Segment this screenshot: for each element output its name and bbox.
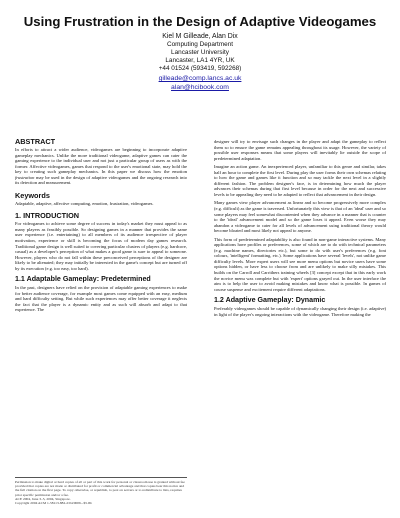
footnote-conference: ACE 2004, June 3–5, 2004, Singapore.	[15, 496, 71, 501]
paragraph: designer will try to envisage such changes in the player and adapt the gameplay to reflect them so to ensure the game remains appealing throughout its usage. However, the variety of possible user responses means that some players will inevitably lie outside the scope of predetermined adaptation.	[214, 139, 386, 161]
footnote-copyright: Copyright 2004 ACM 1-58113-882-2/04/0006...$5.00.	[15, 501, 93, 506]
abstract-heading: ABSTRACT	[15, 137, 56, 146]
email-link[interactable]: gilleade@comp.lancs.ac.uk	[158, 75, 242, 83]
section-1-1-text: In the past, designers have relied on the provision of adaptable gaming experiences to make for better audience coverage, for example most games come equipped with an easy, medium and hard difficulty setting. But while such experiences may offer better coverage it neglects the fact that the player is a dynamic entity and as such will absorb and adapt to that experience. The	[15, 285, 187, 313]
phone-line: +44 01524 (593419, 592268)	[158, 65, 242, 73]
paragraph: This form of predetermined adaptability is also found in non-game interactive systems. Many applications have profiles or preferences, some of which are to do with technical parameters (e.g. machine names, directories etc.), but some to do with user's preferences (e.g. font colours, 'intelligent' formatting, etc.). Some applications have several 'levels', not unlike game difficulty levels. More expert users will see more menu options but novice users have some options hidden, or have less to choose from and are unlikely to make silly mistakes. This builds on the Carroll and Carrithers training wheels [3] concept except that in this early work the novice menu was complete but with 'expert' options grayed out. In the user interface the aim is to help the user to avoid making mistakes and know what is possible. In games of course suspense and excitement require different adaptations.	[214, 236, 386, 292]
keywords-heading: Keywords	[15, 190, 50, 200]
keywords-text: Adaptable, adaptive, affective computing, emotion, frustration, videogames.	[15, 200, 154, 206]
email-link[interactable]: alan@hcibook.com	[171, 83, 229, 91]
affiliation-line: Lancaster, LA1 4YR, UK	[165, 57, 235, 65]
author-block	[0, 33, 400, 92]
left-column	[15, 137, 187, 316]
affiliation-line: Computing Department	[166, 41, 234, 49]
paper-title: Using Frustration in the Design of Adaptive Videogames	[23, 14, 377, 29]
section-1-2-heading: 1.2 Adaptive Gameplay: Dynamic	[214, 296, 326, 305]
right-column	[214, 139, 386, 320]
author-names: Kiel M Gilleade, Alan Dix	[162, 33, 238, 40]
paragraph: Many games view player advancement as linear and so become progressively more complex (e.g. difficult) as the game is traversed. Unfortunately this view is that of an 'ideal' user and so some players may feel somewhat discontented when they advance in a manner that is counter to the 'ideal' advancement model and so the game loses it appeal. Even worse they may abandon a videogame to cater for all levels of advancement using traditional theory would become bloated and most likely not appeal to anyone.	[214, 200, 386, 234]
footnote-permission: Permission to make digital or hard copies of all or part of this work for personal or classroom use is granted without fee provided that copies are not made or distributed for profit or commercial advantage and that copies bear this notice and the full citation on the first page. To copy otherwise, or republish, to post on servers or to redistribute to lists, requires prior specific permission and/or a fee.	[15, 480, 185, 497]
abstract-text: In efforts to attract a wider audience, videogames are beginning to incorporate adaptive gameplay mechanics. Unlike the more traditional videogame, adaptive games can cater the gaming experience to the individual user and not just a particular group of users as with the former. Affective videogames, games that respond to the user's emotional state, may hold the key to creating such gameplay mechanics. In this paper we discuss how the emotion frustration may be used in the design of adaptive videogames and the ongoing research into its detection and measurement.	[15, 147, 187, 186]
paragraph: Imagine an action game. An inexperienced player, unfamiliar to this genre and similar, takes half an hour to complete the first level. During play the user forms their own schemas relating to how the game and games like it function and so may tackle the next level in a slightly different fashion. The problem designer's face, is in determining how much the player advances their schemas during that first level because in order for the next and successive levels to be appealing they need to be adapted to reflect that advancement in their design.	[214, 164, 386, 197]
intro-text: For videogames to achieve some degree of success in today's market they must appeal to as many players as feasibly possible. So designing games in a manner that provides the same user experience (i.e. entertaining) to all members of its audience irrespective of player motivation, experience or skill is becoming the focus of modern day games research. Traditional game design is well suited to covering particular clusters of players (e.g. hardcore, casual) as a developer's perception of what makes a good game is sure to appeal to someone. However, players who do not fall within these preconceived perceptions of the designer are likely to be alienated; they may initially be interested in the game's concept but are turned off by its execution (e.g. too easy, too hard).	[15, 221, 187, 271]
intro-heading: 1. INTRODUCTION	[15, 211, 80, 221]
affiliation-line: Lancaster University	[171, 49, 229, 57]
section-1-1-heading: 1.1 Adaptable Gameplay: Predetermined	[15, 275, 151, 284]
copyright-footnote	[15, 477, 187, 505]
section-1-2-text: Preferably videogames should be capable of dynamically changing their design (i.e. adaptive) in light of the player's ongoing interactions with the videogame. Therefore making the	[214, 306, 386, 317]
